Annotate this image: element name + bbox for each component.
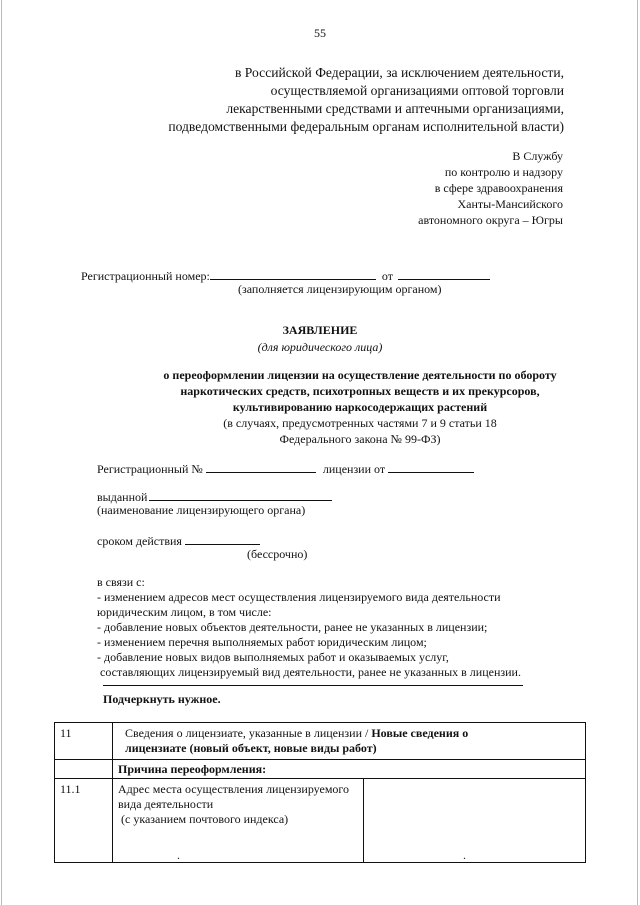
reason-line-6: составляющих лицензируемый вид деятельности, ранее не указанных в лицензии. <box>97 665 521 679</box>
license-date-field[interactable] <box>388 459 474 473</box>
validity-label: сроком действия <box>97 534 182 548</box>
registration-note: (заполняется лицензирующим органом) <box>238 282 442 296</box>
reason-header-text: Причина переоформления: <box>118 762 267 776</box>
current-info-label: Сведения о лицензиате, указанные в лицензии / <box>125 726 372 740</box>
row-number-text: 11 <box>60 726 72 740</box>
issued-label: выданной <box>97 490 148 504</box>
address-label-cell <box>113 779 364 863</box>
intro-line-4: подведомственными федеральным органам исполнительной власти) <box>168 119 564 134</box>
table-row-11-1 <box>55 779 586 863</box>
intro-line-1: в Российской Федерации, за исключением деятельности, <box>234 65 564 80</box>
reason-line-4: - изменением перечня выполняемых работ юридическим лицом; <box>97 635 427 649</box>
license-number-line <box>97 459 474 477</box>
footer-mark-left: . <box>177 848 180 862</box>
address-label-line-2: вида деятельности <box>118 797 214 811</box>
subject-note-line-1: (в случаях, предусмотренных частями 7 и 9 статьи 18 <box>223 416 497 430</box>
address-value-cell[interactable] <box>364 779 586 863</box>
license-reg-label: Регистрационный № <box>97 462 203 476</box>
registration-label: Регистрационный номер: <box>81 269 210 283</box>
addressee-line-4: Ханты-Мансийского <box>457 197 563 211</box>
addressee-line-3: в сфере здравоохранения <box>434 181 563 195</box>
row-number <box>55 779 113 863</box>
validity-field[interactable] <box>185 531 260 545</box>
page-edge-left <box>1 0 2 905</box>
address-label-line-1: Адрес места осуществления лицензируемого <box>118 782 350 796</box>
registration-number-field[interactable] <box>210 266 376 280</box>
document-subtitle: (для юридического лица) <box>257 340 383 354</box>
reason-line-1: - изменением адресов мест осуществления лицензируемого вида деятельности <box>97 590 501 604</box>
addressee-line-2: по контролю и надзору <box>444 165 563 179</box>
validity-note: (бессрочно) <box>247 547 308 561</box>
new-info-label-part-1: Новые сведения о <box>371 726 469 740</box>
registration-from-label: от <box>381 269 393 283</box>
page-number: 55 <box>314 26 326 40</box>
validity-line <box>97 531 260 549</box>
license-from-label: лицензии от <box>322 462 386 476</box>
issued-note: (наименование лицензирующего органа) <box>97 503 306 517</box>
subject-line-3: культивированию наркосодержащих растений <box>232 400 488 414</box>
subject-line-2: наркотических средств, психотропных веществ и их прекурсоров, <box>180 384 540 398</box>
reason-line-3: - добавление новых объектов деятельности, ранее не указанных в лицензии; <box>97 620 488 634</box>
subject-line-1: о переоформлении лицензии на осуществление деятельности по обороту <box>163 368 557 382</box>
address-label-line-3: (с указанием почтового индекса) <box>118 812 289 826</box>
row-number-text: 11.1 <box>60 782 81 796</box>
license-info-table <box>54 722 586 863</box>
license-number-field[interactable] <box>206 459 316 473</box>
issuing-authority-field[interactable] <box>149 487 332 501</box>
reason-line-5: - добавление новых видов выполняемых работ и оказываемых услуг, <box>97 650 449 664</box>
page-edge-right <box>637 0 638 905</box>
row-number-empty <box>55 760 113 779</box>
underline-note: Подчеркнуть нужное. <box>103 692 221 706</box>
document-title: ЗАЯВЛЕНИЕ <box>282 323 358 337</box>
row-number <box>55 723 113 760</box>
subject-note-line-2: Федерального закона № 99-ФЗ) <box>279 432 441 446</box>
reason-line-2: юридическим лицом, в том числе: <box>97 605 272 619</box>
separator-rule <box>103 685 523 686</box>
reasons-intro: в связи с: <box>97 575 145 589</box>
intro-line-2: осуществляемой организациями оптовой торговли <box>270 83 564 98</box>
registration-date-field[interactable] <box>398 266 490 280</box>
table-row-reason <box>55 760 586 779</box>
footer-mark-right: . <box>463 848 466 862</box>
new-info-label-part-2: лицензиате (новый объект, новые виды работ) <box>125 741 377 755</box>
reason-header-cell <box>113 760 586 779</box>
addressee-line-5: автономного округа – Югры <box>418 213 563 227</box>
row-11-content <box>113 723 586 760</box>
intro-line-3: лекарственными средствами и аптечными организациями, <box>226 101 564 116</box>
table-row-11 <box>55 723 586 760</box>
addressee-line-1: В Службу <box>512 149 563 163</box>
